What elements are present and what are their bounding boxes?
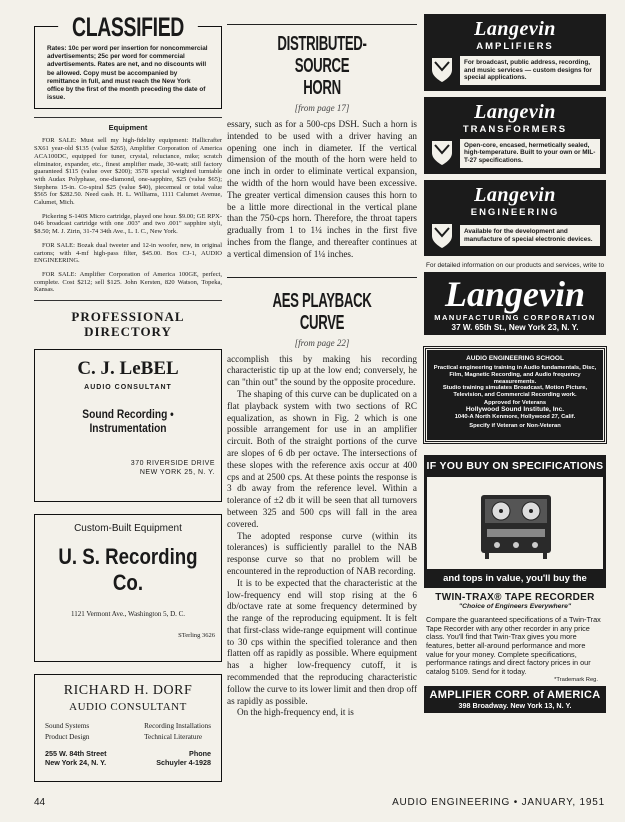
usrec-name: U. S. Recording Co. [58,544,198,596]
classified-ad: FOR SALE: Must sell my high-fidelity equipment: Hallicrafter SX61 year-old $135 (value $265), Amplifier Corporation of America ACA100DC, equipped for tuner, crystal, reluctance, mike; scratch eliminator, expander, etc., finest amplifier made, 30-watt; still factory guaranteed $115 (value over $200); 3578 special weighted turntable with Audax Polyphase, one-diamond, one-sapphire, $25 (value $65); Stephens 15-in. Co-spiral $25 (value $40), piecemeal or total value $565 for $282.50. Need cash. H. L. Williams, 1111 Calumet Avenue, Calumet, Mich. [34,137,222,207]
classified-ad: Pickering S-140S Micro cartridge, played one hour. $9.00; GE RPX-046 broadcast cartridge with one .003" and two .001" sapphire styli, $8.50; M. J. Zirin, 31-74 34th Ave., L. I. C., New York. [34,212,222,236]
article-title: DISTRIBUTED-SOURCE HORN [277,33,367,99]
category-label: AMPLIFIERS [476,41,554,52]
category-description: Open-core, encased, hermetically sealed, high-temperature. Built to your own or MIL-T-27 specifications. [460,139,600,168]
langevin-logo: Langevin [474,183,556,206]
article-body: essary, such as for a 500-cps DSH. Such a horn is intended to be used with a driver having an opening one inch in diameter. If the vertical dimension of the mouth of the horn were held to one inch in order to eliminate vertical expansion, the width of the horn would have been excessive. The greater vertical dimension causes this horn to be a little more directional in the vertical plane than the 750-cps horn. Therefore, the throat tapers gradually from 1 to 1¼ inches in the first five inches from the flange, and thereafter continues at a vertical dimension of 1¼ inches. [227,119,417,259]
ad-subline: and tops in value, you'll buy the [443,573,587,585]
langevin-engineering-ad [424,180,606,256]
product-description: Compare the guaranteed specifications of a Twin-Trax Tape Recorder with any other recorder in any price class. You'll find that Twin-Trax gives you more features, better all-around performance and more value for your money. Complete specifications, performance ratings and direct factory prices in our catalog 5109. Send for it today. [426,615,601,676]
dorf-contact: 255 W. 84th Street New York 24, N. Y. Phone Schuyler 4-1928 [45,749,211,768]
usrec-tagline: Custom-Built Equipment [74,523,182,535]
langevin-address: 37 W. 65th St., New York 23, N. Y. [451,322,579,332]
page-footer [34,797,605,808]
article-title: AES PLAYBACK CURVE [272,289,372,334]
usrec-phone: STerling 3626 [178,632,215,640]
twin-trax-text [424,592,606,683]
dorf-services: Sound Systems Product Design Recording Installations Technical Literature [45,722,211,742]
langevin-logo: Langevin [474,100,556,123]
us-recording-card [34,514,222,662]
langevin-main-logo: Langevin MANUFACTURING CORPORATION 37 W. 65th St., New York 23, N. Y. [424,272,606,336]
category-description: Available for the development and manufacture of special electronic devices. [460,225,600,246]
category-description: For broadcast, public address, recording, and music services — custom designs for special applications. [460,56,600,85]
classified-box [34,12,222,109]
classified-title: CLASSIFIED [58,13,198,41]
publication-line: AUDIO ENGINEERING • JANUARY, 1951 [392,797,605,808]
left-column [34,14,222,794]
tape-recorder-icon [427,477,603,569]
directory-title: PROFESSIONAL DIRECTORY [71,309,185,340]
lebel-name: C. J. LeBEL [77,358,179,380]
amplifier-corp-address: 398 Broadway. New York 13, N. Y. [458,701,572,711]
usrec-address: 1121 Vermont Ave., Washington 5, D. C. [70,610,186,619]
amplifier-corp-ad [424,455,606,588]
shield-icon [430,222,454,250]
divider [227,277,417,278]
amplifier-corp-logo: AMPLIFIER CORP. of AMERICA 398 Broadway. New York 13, N. Y. [424,686,606,713]
langevin-company: MANUFACTURING CORPORATION [434,312,596,322]
tape-recorder-image [427,477,603,569]
classified-ad: FOR SALE: Bozak dual tweeter and 12-in woofer, new, in original cartons; with 4-mf high-pass filter, $45.00. Box CJ-1, AUDIO ENGINEERING. [34,241,222,265]
lebel-address: 370 RIVERSIDE DRIVE NEW YORK 25, N. Y. [130,460,215,477]
continued-from: [from page 17] [294,103,350,113]
middle-column [227,14,417,719]
langevin-logo: Langevin [474,18,556,40]
langevin-transformers-ad [424,97,606,174]
article-body: accomplish this by making his recording characteristic tip up at the low end; conversely, he can "thin out" the sound by the opposite procedure. The shaping of this curve can be duplicated on a flat playback system with two sections of RC equalization, as shown in Fig. 2 which is one possible arrangement for use in an amplifier circuit. Both of the straight portions of the curve are slopes of 6 db per octave. The intersections of these slopes with the reference axis occur at 400 cps and at 2500 cps. At these points the response is 3 db away from the reference level. Within a tolerance of ±2 db it will be seen that all turnovers between 325 and 500 cps will fall in the area covered. The adopted response curve (within its tolerances) is sufficiently parallel to the NAB response curve so that no problem will be encountered in the reproduction of NAB recording. It is to be expected that the characteristic at the low-frequency end will stop rising at the 6 db/octave rate at some frequency determined by the range of the reproducing equipment. It is felt that first-class wide-range equipment will continue to 30 cps within the specified tolerance and then flatten off as rapidly as possible. Where equipment has a higher low-frequency cutoff, it is recommended that the reproducing characteristic follow the curve to its lower limit and then drop off as rapidly as possible. On the high-frequency end, it is [227,353,417,718]
category-label: TRANSFORMERS [462,123,568,135]
equipment-heading: Equipment [108,123,148,133]
ad-headline: IF YOU BUY ON SPECIFICATIONS [426,460,604,473]
category-label: ENGINEERING [470,206,560,218]
lebel-services: Sound Recording • Instrumentation [82,407,174,436]
langevin-info: For detailed information on our products and services, write to [425,261,605,269]
dorf-name: RICHARD H. DORF [63,683,193,699]
dorf-card [34,674,222,782]
lebel-role: AUDIO CONSULTANT [84,384,172,392]
shield-icon [430,139,454,167]
product-slogan: "Choice of Engineers Everywhere" [458,603,572,611]
lebel-card [34,349,222,502]
classified-ad: FOR SALE: Amplifier Corporation of America 100GE, perfect, complete. Cost $212; sell $125. John Kersten, 820 Watson, Topeka, Kansas. [34,270,222,294]
classified-rates: Rates: 10c per word per insertion for noncommercial advertisements; 25c per word for commercial advertisements. Rates are net, and no discounts will be allowed. Copy must be accompanied by remittance in full, and must reach the New York office by the first of the month preceding the date of issue. [47,45,208,102]
trademark-note: *Trademark Reg. [554,677,598,684]
dorf-role: AUDIO CONSULTANT [69,701,187,714]
divider [34,300,222,301]
continued-from: [from page 22] [294,337,350,348]
shield-icon [430,56,454,84]
divider [34,117,222,118]
audio-school-ad: AUDIO ENGINEERING SCHOOL Practical engineering training in Audio fundamentals, Disc, Film, Magnetic Recording, and Audio frequency measurements. Studio training simulates Broadcast, Motion Picture, Television, and Commercial Recording work. Approved for Veterans Hollywood Sound Institute, Inc. 1040-A North Kenmore, Hollywood 27, Calif. Specify if Veteran or Non-Veteran [424,347,606,443]
langevin-amplifiers-ad [424,14,606,91]
divider [227,24,417,25]
right-column [424,14,606,713]
page-number: 44 [34,797,46,808]
product-name: TWIN-TRAX® TAPE RECORDER [435,592,595,604]
